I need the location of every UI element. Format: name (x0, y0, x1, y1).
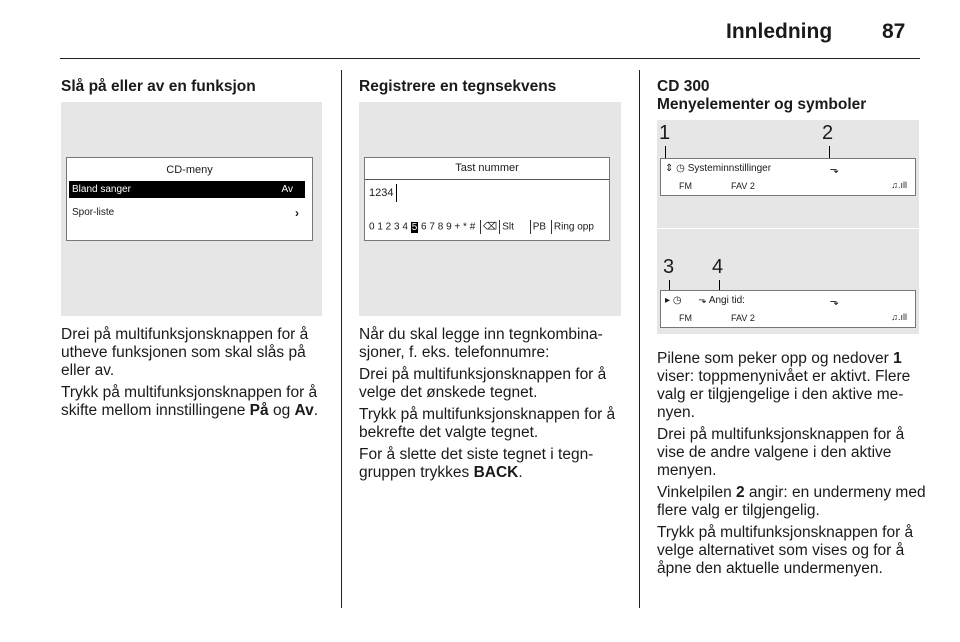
call-button: Ring opp (553, 221, 594, 233)
band-label: FM (679, 313, 692, 323)
paragraph: Vinkelpilen 2 angir: en undermeny med flere valg er tilgjengelig. (657, 484, 926, 519)
column-2 (359, 78, 629, 96)
divider (365, 179, 609, 180)
paragraph: Trykk på multifunksjonsknappen for å bekrefte det valgte tegnet. (359, 406, 616, 441)
character-bar: 0 1 2 3 4 5 6 7 8 9 + * # ⌫ Slt PB Ring opp (369, 221, 594, 233)
callout-4: 4 (712, 256, 724, 278)
page-number: 87 (882, 20, 906, 43)
band-label: FM (679, 181, 692, 191)
column-2-body (359, 326, 631, 486)
bold-term: BACK (473, 464, 519, 481)
display-frame (66, 157, 313, 241)
callout-2: 2 (822, 122, 834, 144)
column-3 (657, 78, 927, 114)
paragraph: Trykk på multifunksjonsknappen for å velge alternativet som vises og for å åpne den aktuelle undermenyen. (657, 524, 914, 577)
signal-icon: ♫.ıll (891, 312, 907, 322)
phonebook-button: PB (532, 221, 547, 233)
number-entry-screenshot (359, 102, 621, 316)
paragraph: For å slette det siste tegnet i tegn-gruppen trykkes BACK. (359, 446, 594, 481)
paragraph: Drei på multifunksjonsknappen for å utheve funksjonen som skal slås på eller av. (61, 326, 309, 379)
bold-term: 2 (736, 484, 745, 501)
down-arrow-icon: ⬎ (698, 295, 707, 306)
text-cursor (396, 184, 397, 202)
separator (657, 228, 919, 229)
section-heading: Slå på eller av en funksjon (61, 78, 256, 95)
favorite-label: FAV 2 (731, 313, 755, 323)
clock-icon: ◷ (676, 163, 685, 174)
paragraph: Drei på multifunksjonsknappen for å vise de andre valgene i den aktive menyen. (657, 426, 905, 479)
submenu-arrow-icon: ⬎ (829, 296, 839, 308)
menu-row-selected (69, 181, 305, 198)
menu-row: ▸ ◷ ⬎ Angi tid: (665, 295, 745, 306)
menu-row-label: Spor-liste (72, 207, 115, 218)
bold-term: 1 (893, 350, 902, 367)
signal-icon: ♫.ıll (891, 180, 907, 190)
display-frame (660, 290, 916, 328)
bold-term: Av (294, 402, 314, 419)
section-subheading: Menyelementer og symboler (657, 96, 867, 113)
clock-icon: ◷ (672, 295, 682, 306)
screen-title: Tast nummer (455, 162, 519, 174)
selected-character: 5 (411, 221, 418, 233)
page-header (0, 0, 960, 60)
paragraph: Trykk på multifunksjonsknappen for å skifte mellom innstillingene På og Av. (61, 384, 319, 419)
favorite-label: FAV 2 (731, 181, 755, 191)
menu-row-label: Bland sanger (72, 184, 131, 195)
callout-1: 1 (659, 122, 671, 144)
backspace-icon: ⌫ (483, 221, 498, 233)
chevron-right-icon: › (295, 206, 299, 220)
cd-menu-screenshot (61, 102, 322, 316)
column-1 (61, 78, 331, 96)
menu-symbols-screenshot (657, 120, 919, 334)
header-title: Innledning (726, 20, 833, 43)
section-heading: Registrere en tegnsekvens (359, 78, 557, 95)
column-3-body (657, 350, 927, 582)
menu-row-value: Av (281, 184, 293, 195)
entry-value: 1234 (369, 187, 394, 199)
menu-row: ⇕ ◷ Systeminnstillinger (665, 163, 772, 174)
up-down-arrow-icon: ⇕ (665, 163, 674, 174)
paragraph: Når du skal legge inn tegnkombina-sjoner, f. eks. telefonnumre: (359, 326, 603, 361)
bold-term: På (249, 402, 269, 419)
display-frame (364, 157, 610, 241)
paragraph: Pilene som peker opp og nedover 1 viser: toppmenynivået er aktivt. Flere valg er tilgjengelige i den aktive me-nyen. (657, 350, 911, 421)
column-1-body (61, 326, 333, 424)
screen-title: CD-meny (166, 164, 213, 176)
submenu-arrow-icon: ⬎ (829, 164, 839, 176)
column-divider-2 (639, 70, 640, 608)
section-heading: CD 300 (657, 78, 710, 95)
column-divider-1 (341, 70, 342, 608)
display-frame (660, 158, 916, 196)
delete-button: Slt (502, 221, 514, 233)
callout-3: 3 (663, 256, 675, 278)
paragraph: Drei på multifunksjonsknappen for å velge det ønskede tegnet. (359, 366, 607, 401)
header-rule (60, 58, 920, 59)
right-arrow-icon: ▸ (665, 295, 671, 306)
